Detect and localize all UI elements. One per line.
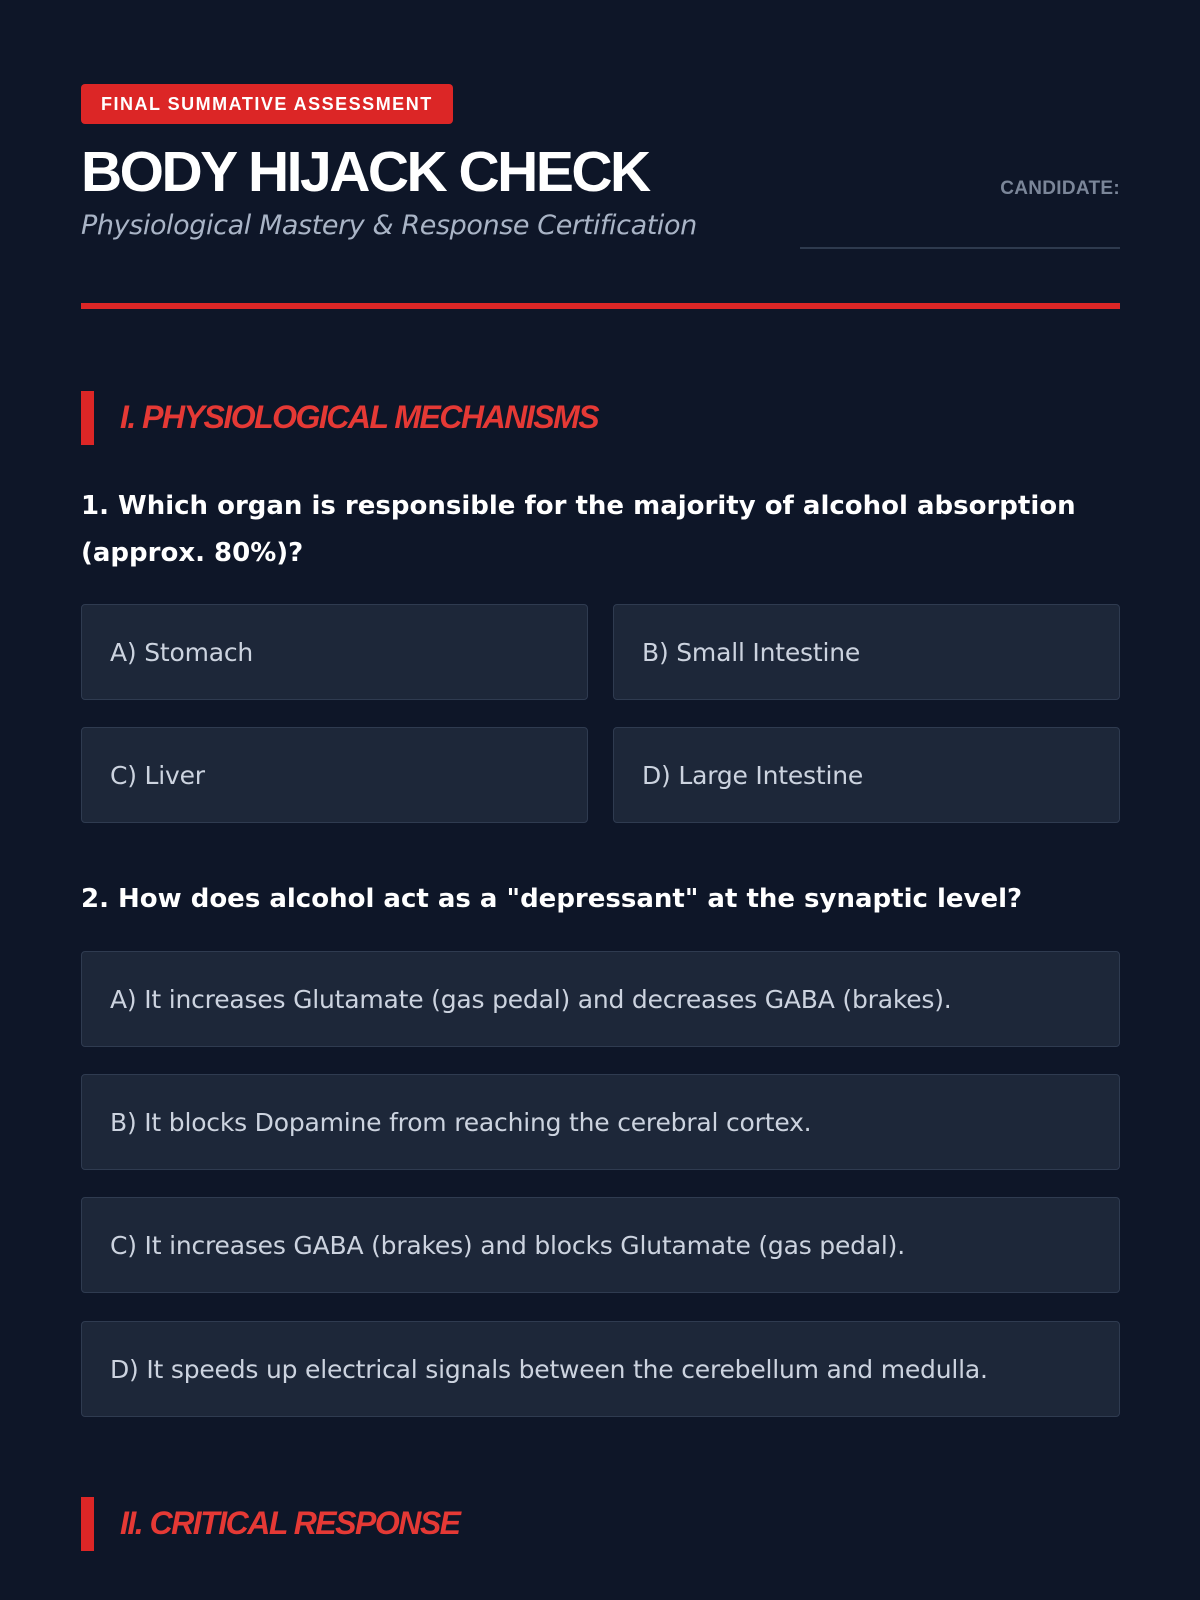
section-title: I. PHYSIOLOGICAL MECHANISMS xyxy=(120,399,599,435)
question-1-option-d[interactable]: D) Large Intestine xyxy=(613,727,1120,823)
question-1-option-c[interactable]: C) Liver xyxy=(81,727,588,823)
page-title: BODY HIJACK CHECK xyxy=(81,140,649,204)
question-2-option-d[interactable]: D) It speeds up electrical signals between the cerebellum and medulla. xyxy=(81,1321,1120,1417)
section-title: II. CRITICAL RESPONSE xyxy=(120,1505,460,1541)
question-1-option-b[interactable]: B) Small Intestine xyxy=(613,604,1120,700)
section-accent-bar xyxy=(81,1497,94,1551)
section-header-mechanisms xyxy=(81,391,1120,445)
page-subtitle: Physiological Mastery & Response Certification xyxy=(81,210,697,241)
section-accent-bar xyxy=(81,391,94,445)
question-2-text: 2. How does alcohol act as a "depressant" at the synaptic level? xyxy=(81,884,1023,914)
assessment-badge: FINAL SUMMATIVE ASSESSMENT xyxy=(81,84,453,124)
header-divider xyxy=(81,303,1120,309)
question-2-option-c[interactable]: C) It increases GABA (brakes) and blocks Glutamate (gas pedal). xyxy=(81,1197,1120,1293)
question-2-option-b[interactable]: B) It blocks Dopamine from reaching the cerebral cortex. xyxy=(81,1074,1120,1170)
question-1-text: 1. Which organ is responsible for the majority of alcohol absorption (approx. 80%)? xyxy=(81,491,1076,568)
candidate-label: CANDIDATE: xyxy=(1000,178,1120,199)
question-1-option-a[interactable]: A) Stomach xyxy=(81,604,588,700)
candidate-name-field[interactable] xyxy=(800,247,1120,249)
question-2-option-a[interactable]: A) It increases Glutamate (gas pedal) and decreases GABA (brakes). xyxy=(81,951,1120,1047)
section-header-critical-response xyxy=(81,1497,1120,1551)
